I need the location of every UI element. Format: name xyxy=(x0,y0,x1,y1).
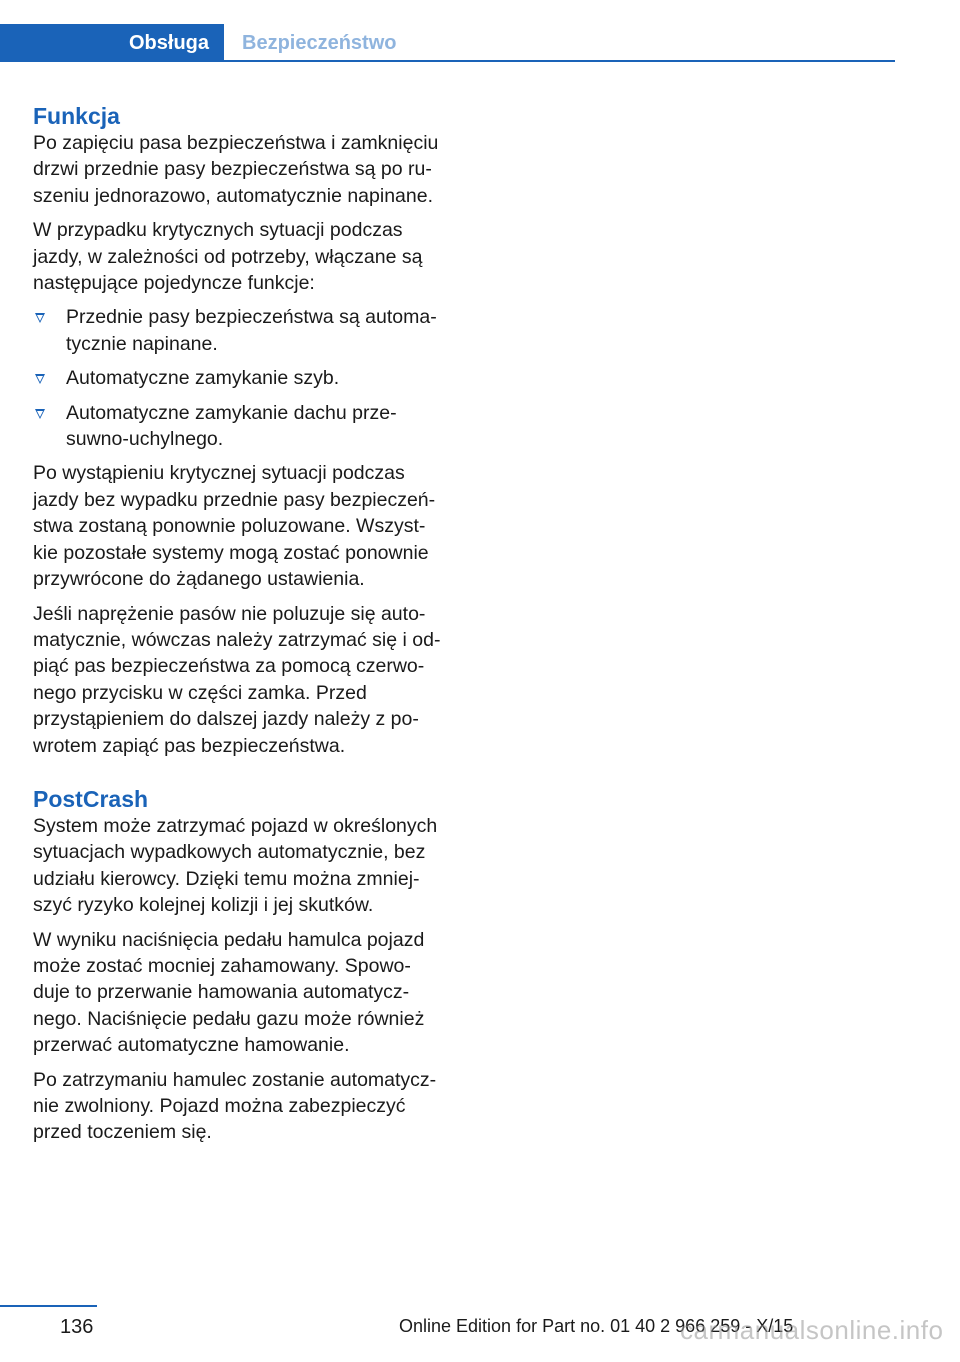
list-item-text: Przednie pasy bezpieczeństwa są automa‐ tycznie napinane. xyxy=(66,306,437,355)
list-item-text: Automatyczne zamykanie szyb. xyxy=(66,367,340,390)
triangle-bullet-icon xyxy=(35,374,45,384)
tab-obsluga[interactable] xyxy=(0,24,224,62)
tab-obsluga-label: Obsługa xyxy=(129,32,210,54)
tab-bezpieczenstwo[interactable] xyxy=(242,24,396,60)
triangle-bullet-icon xyxy=(35,313,45,323)
function-list xyxy=(33,304,453,452)
list-item xyxy=(33,365,453,391)
paragraph: Po wystąpieniu krytycznej sytuacji podczas jazdy bez wypadku przednie pasy bezpieczeń‐ stwa zostaną ponownie poluzowane. Wszyst‐ kie pozostałe systemy mogą zostać ponownie przywrócone do żądanego ustawienia. xyxy=(33,462,436,591)
paragraph: System może zatrzymać pojazd w określonych sytuacjach wypadkowych automatycznie, bez udziału kierowcy. Dzięki temu można zmniej‐ szyć ryzyko kolejnej kolizji i jej skutków. xyxy=(33,814,438,917)
page-number: 136 xyxy=(60,1316,94,1338)
main-content xyxy=(33,102,453,1154)
paragraph: Po zatrzymaniu hamulec zostanie automatycz‐ nie zwolniony. Pojazd można zabezpieczyć przed toczeniem się. xyxy=(33,1068,437,1144)
list-item xyxy=(33,304,453,357)
paragraph: Jeśli naprężenie pasów nie poluzuje się auto‐ matycznie, wówczas należy zatrzymać się i od‐ piąć pas bezpieczeństwa za pomocą czerwo‐ nego przycisku w części zamka. Przed przystąpieniem do dalszej jazdy należy z po‐ wrotem zapiąć pas bezpieczeństwa. xyxy=(33,602,441,757)
paragraph: Po zapięciu pasa bezpieczeństwa i zamknięciu drzwi przednie pasy bezpieczeństwa są po ru‐ szeniu jednorazowo, automatycznie napinane. xyxy=(33,132,439,207)
paragraph: W wyniku naciśnięcia pedału hamulca pojazd może zostać mocniej zahamowany. Spowo‐ duje to przerwanie hamowania automatycz‐ nego. Naciśnięcie pedału gazu może również przerwać automatyczne hamowanie. xyxy=(33,928,425,1057)
section-title-funkcja: Funkcja xyxy=(33,103,120,129)
header-divider xyxy=(0,60,895,62)
tab-bezpieczenstwo-label: Bezpieczeństwo xyxy=(242,32,397,54)
header-tabs xyxy=(0,24,895,62)
paragraph: W przypadku krytycznych sytuacji podczas jazdy, w zależności od potrzeby, włączane są następujące pojedyncze funkcje: xyxy=(33,219,423,295)
list-item-text: Automatyczne zamykanie dachu prze‐ suwno-uchylnego. xyxy=(66,401,397,451)
watermark: carmanualsonline.info xyxy=(680,1315,944,1345)
triangle-bullet-icon xyxy=(35,409,45,419)
edition-label: Online Edition for Part no. 01 40 2 966 259 - X/15 xyxy=(399,1316,794,1336)
section-title-postcrash: PostCrash xyxy=(33,785,149,812)
list-item xyxy=(33,400,453,453)
footer-divider xyxy=(0,1305,97,1307)
